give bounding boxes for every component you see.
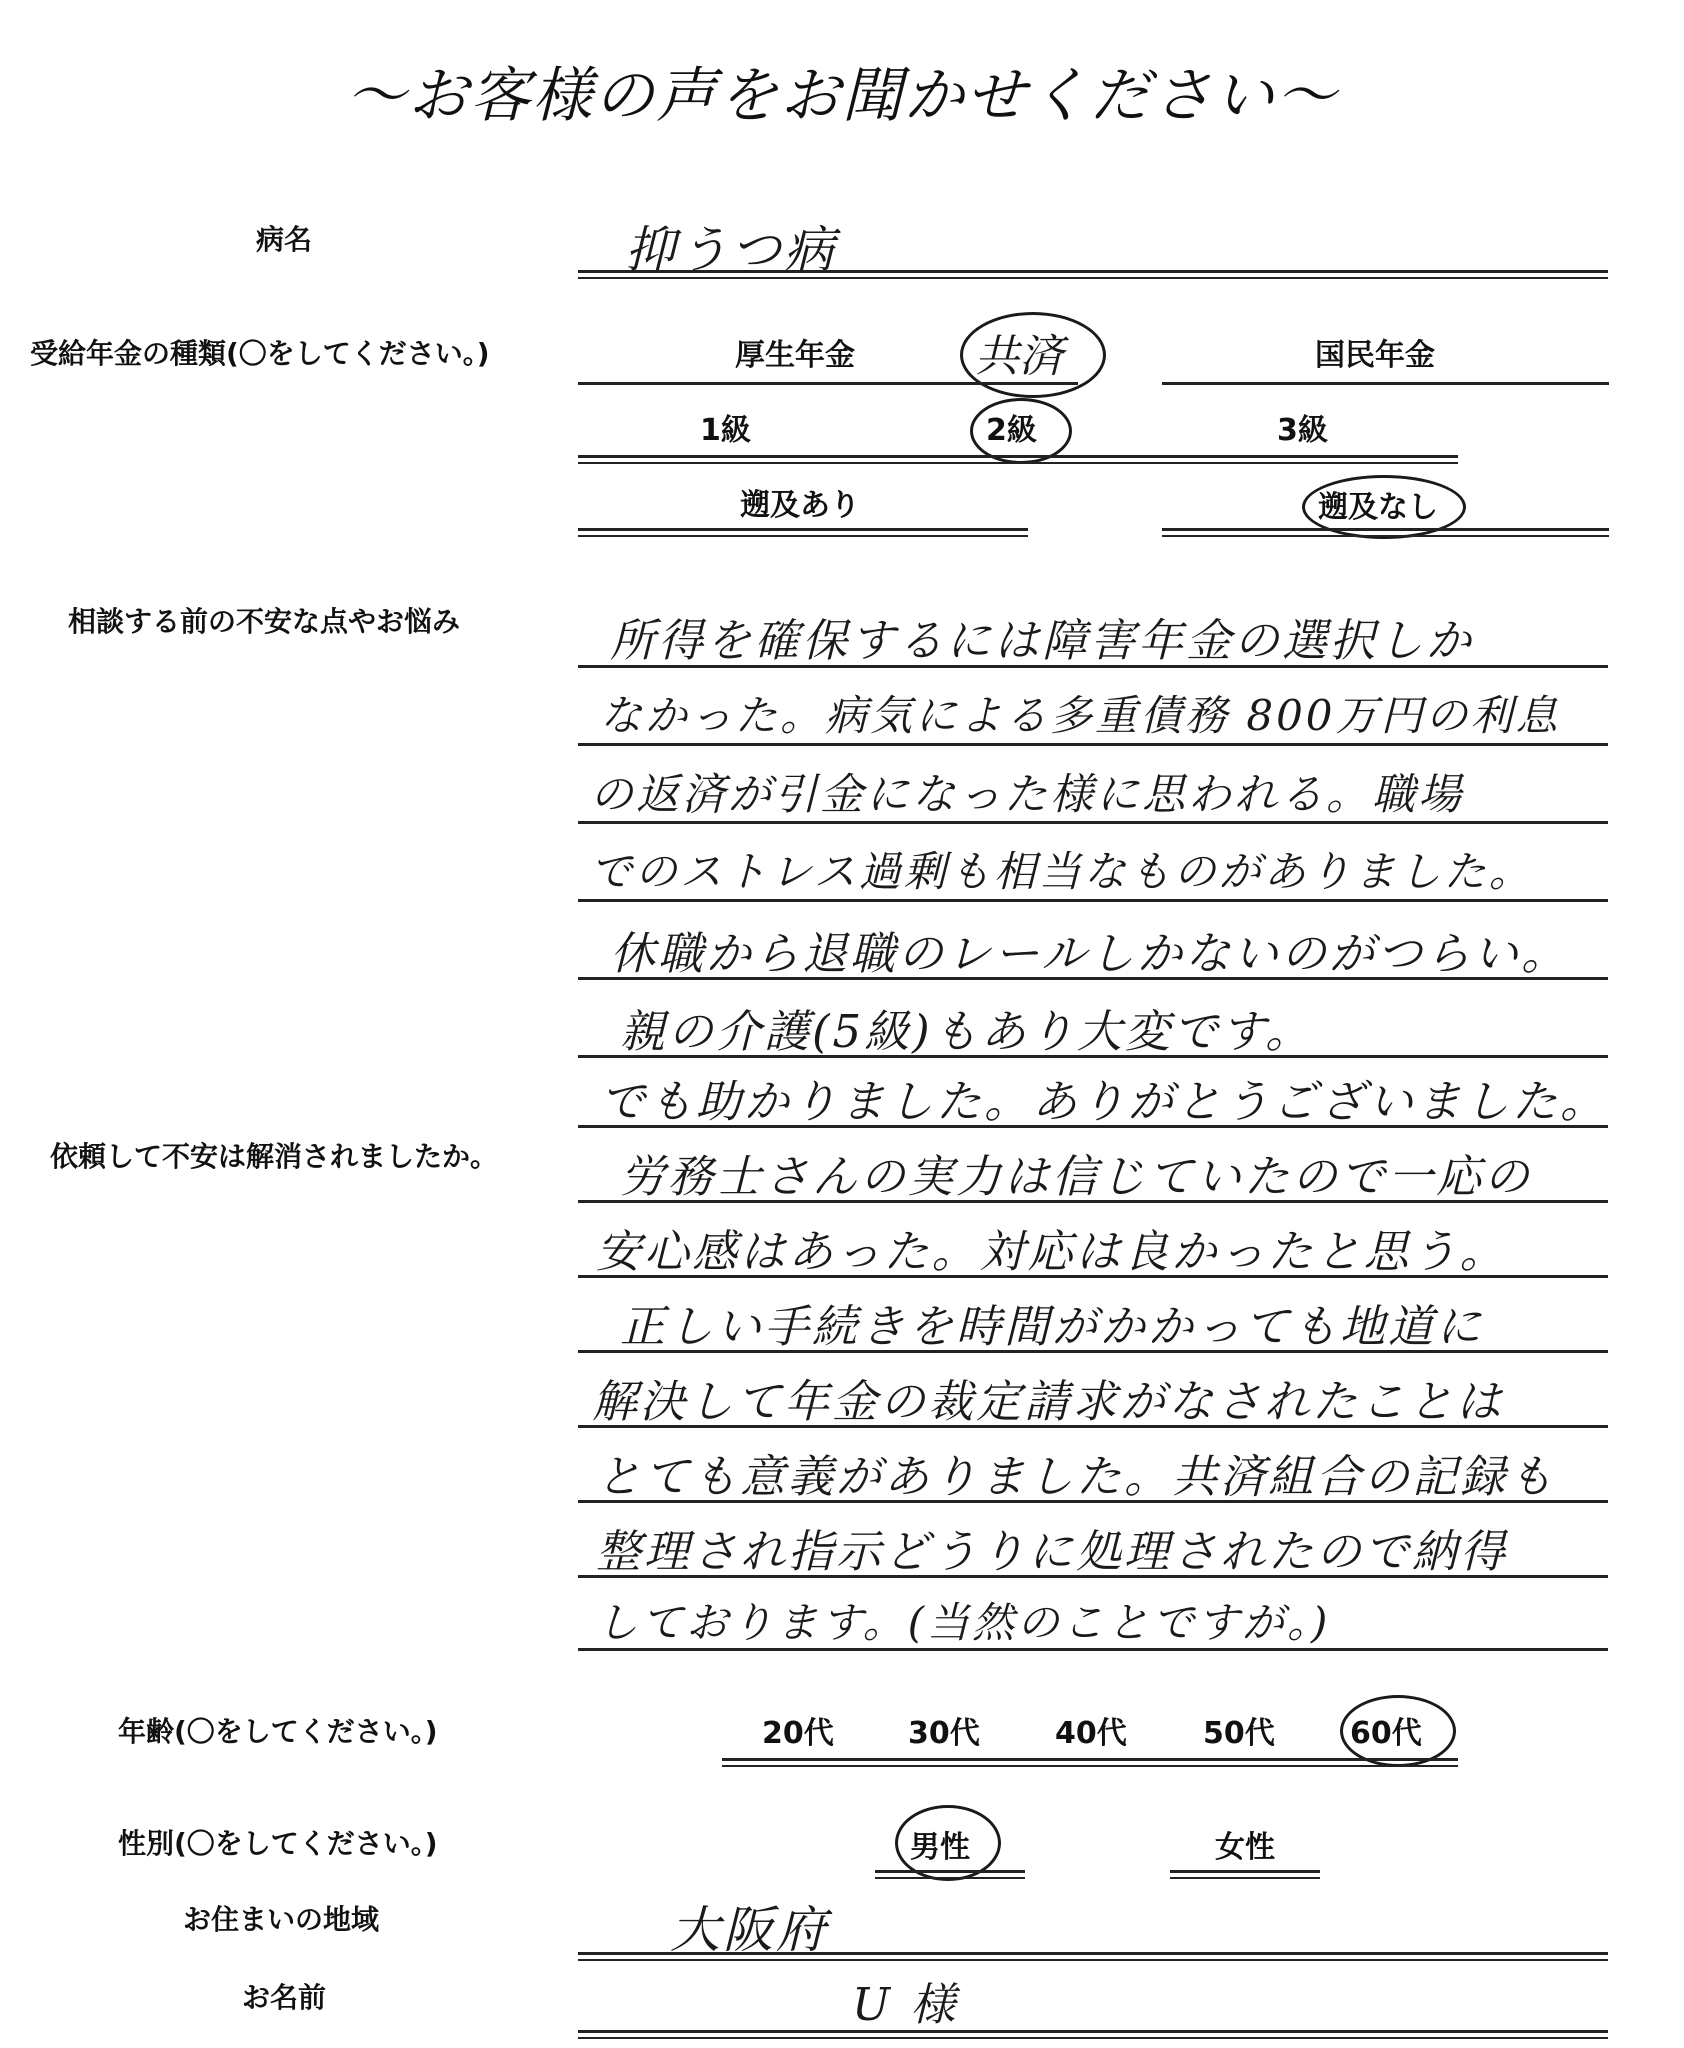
worries-rule-6 [578,1055,1608,1058]
resolved-rule-5 [578,1425,1608,1428]
option-age-30s: 30代 [908,1716,980,1751]
worries-line-4: でのストレス過剰も相当なものがありました。 [590,847,1534,896]
worries-rule-3 [578,821,1608,824]
region-rule [578,1952,1608,1961]
option-age-40s: 40代 [1055,1716,1127,1751]
option-kokumin-nenkin: 国民年金 [1315,338,1435,373]
option-female: 女性 [1215,1830,1275,1865]
label-worries: 相談する前の不安な点やお悩み [68,605,461,638]
worries-rule-2 [578,743,1608,746]
retro-rule-right [1162,528,1609,537]
label-resolved: 依頼して不安は解消されましたか。 [50,1140,499,1173]
resolved-rule-1 [578,1125,1608,1128]
disease-rule [578,270,1608,279]
label-disease: 病名 [256,223,313,256]
worries-line-5: 休職から退職のレールしかないのがつらい。 [610,927,1570,980]
worries-rule-4 [578,899,1608,902]
label-region: お住まいの地域 [183,1903,380,1936]
worries-rule-1 [578,665,1608,668]
label-age: 年齢(〇をしてください。) [118,1715,438,1748]
resolved-rule-8 [578,1648,1608,1651]
option-grade-2: 2級 [986,413,1037,448]
resolved-rule-2 [578,1200,1608,1203]
option-kosei-nenkin: 厚生年金 [735,338,855,373]
option-age-60s: 60代 [1350,1716,1422,1751]
option-grade-1: 1級 [700,413,751,448]
label-gender: 性別(〇をしてください。) [118,1827,438,1860]
retro-rule-left [578,528,1028,537]
option-kyosai: 共済 [975,331,1063,382]
resolved-line-2: 労務士さんの実力は信じていたので一応の [620,1150,1533,1203]
resolved-line-3: 安心感はあった。対応は良かったと思う。 [596,1225,1508,1278]
resolved-rule-3 [578,1275,1608,1278]
resolved-rule-7 [578,1575,1608,1578]
disease-value: 抑うつ病 [625,221,837,279]
label-pension-type: 受給年金の種類(〇をしてください。) [30,337,490,370]
resolved-line-7: 整理され指示どうりに処理されたので納得 [596,1525,1509,1578]
name-rule [578,2030,1608,2039]
resolved-line-8: しております。(当然のことですが。) [596,1598,1331,1647]
age-rule [722,1758,1458,1767]
worries-line-3: の返済が引金になった様に思われる。職場 [590,770,1464,820]
worries-rule-5 [578,977,1608,980]
worries-line-1: 所得を確保するには障害年金の選択しか [610,614,1475,667]
worries-line-2: なかった。病気による多重債務 800万円の利息 [600,691,1561,740]
label-name: お名前 [242,1981,327,2014]
form-title: 〜お客様の声をお聞かせください〜 [346,61,1338,131]
pension-rule-right [1162,382,1609,385]
option-grade-3: 3級 [1277,413,1328,448]
gender-rule-male [875,1870,1025,1879]
resolved-rule-4 [578,1350,1608,1353]
resolved-line-5: 解決して年金の裁定請求がなされたことは [592,1375,1505,1428]
pension-rule-left [578,382,1078,385]
option-retro-no: 遡及なし [1318,490,1438,525]
resolved-line-1: でも助かりました。ありがとうございました。 [600,1075,1609,1128]
option-retro-yes: 遡及あり [740,488,860,523]
gender-rule-female [1170,1870,1320,1879]
resolved-line-4: 正しい手続きを時間がかかっても地道に [620,1300,1485,1353]
resolved-rule-6 [578,1500,1608,1503]
worries-line-6: 親の介護(5級)もあり大変です。 [620,1005,1314,1058]
resolved-line-6: とても意義がありました。共済組合の記録も [596,1450,1557,1503]
option-age-20s: 20代 [762,1716,834,1751]
name-value: U 様 [852,1978,959,2031]
option-male: 男性 [910,1830,970,1865]
option-age-50s: 50代 [1203,1716,1275,1751]
grade-rule [578,455,1458,464]
region-value: 大阪府 [670,1901,829,1959]
